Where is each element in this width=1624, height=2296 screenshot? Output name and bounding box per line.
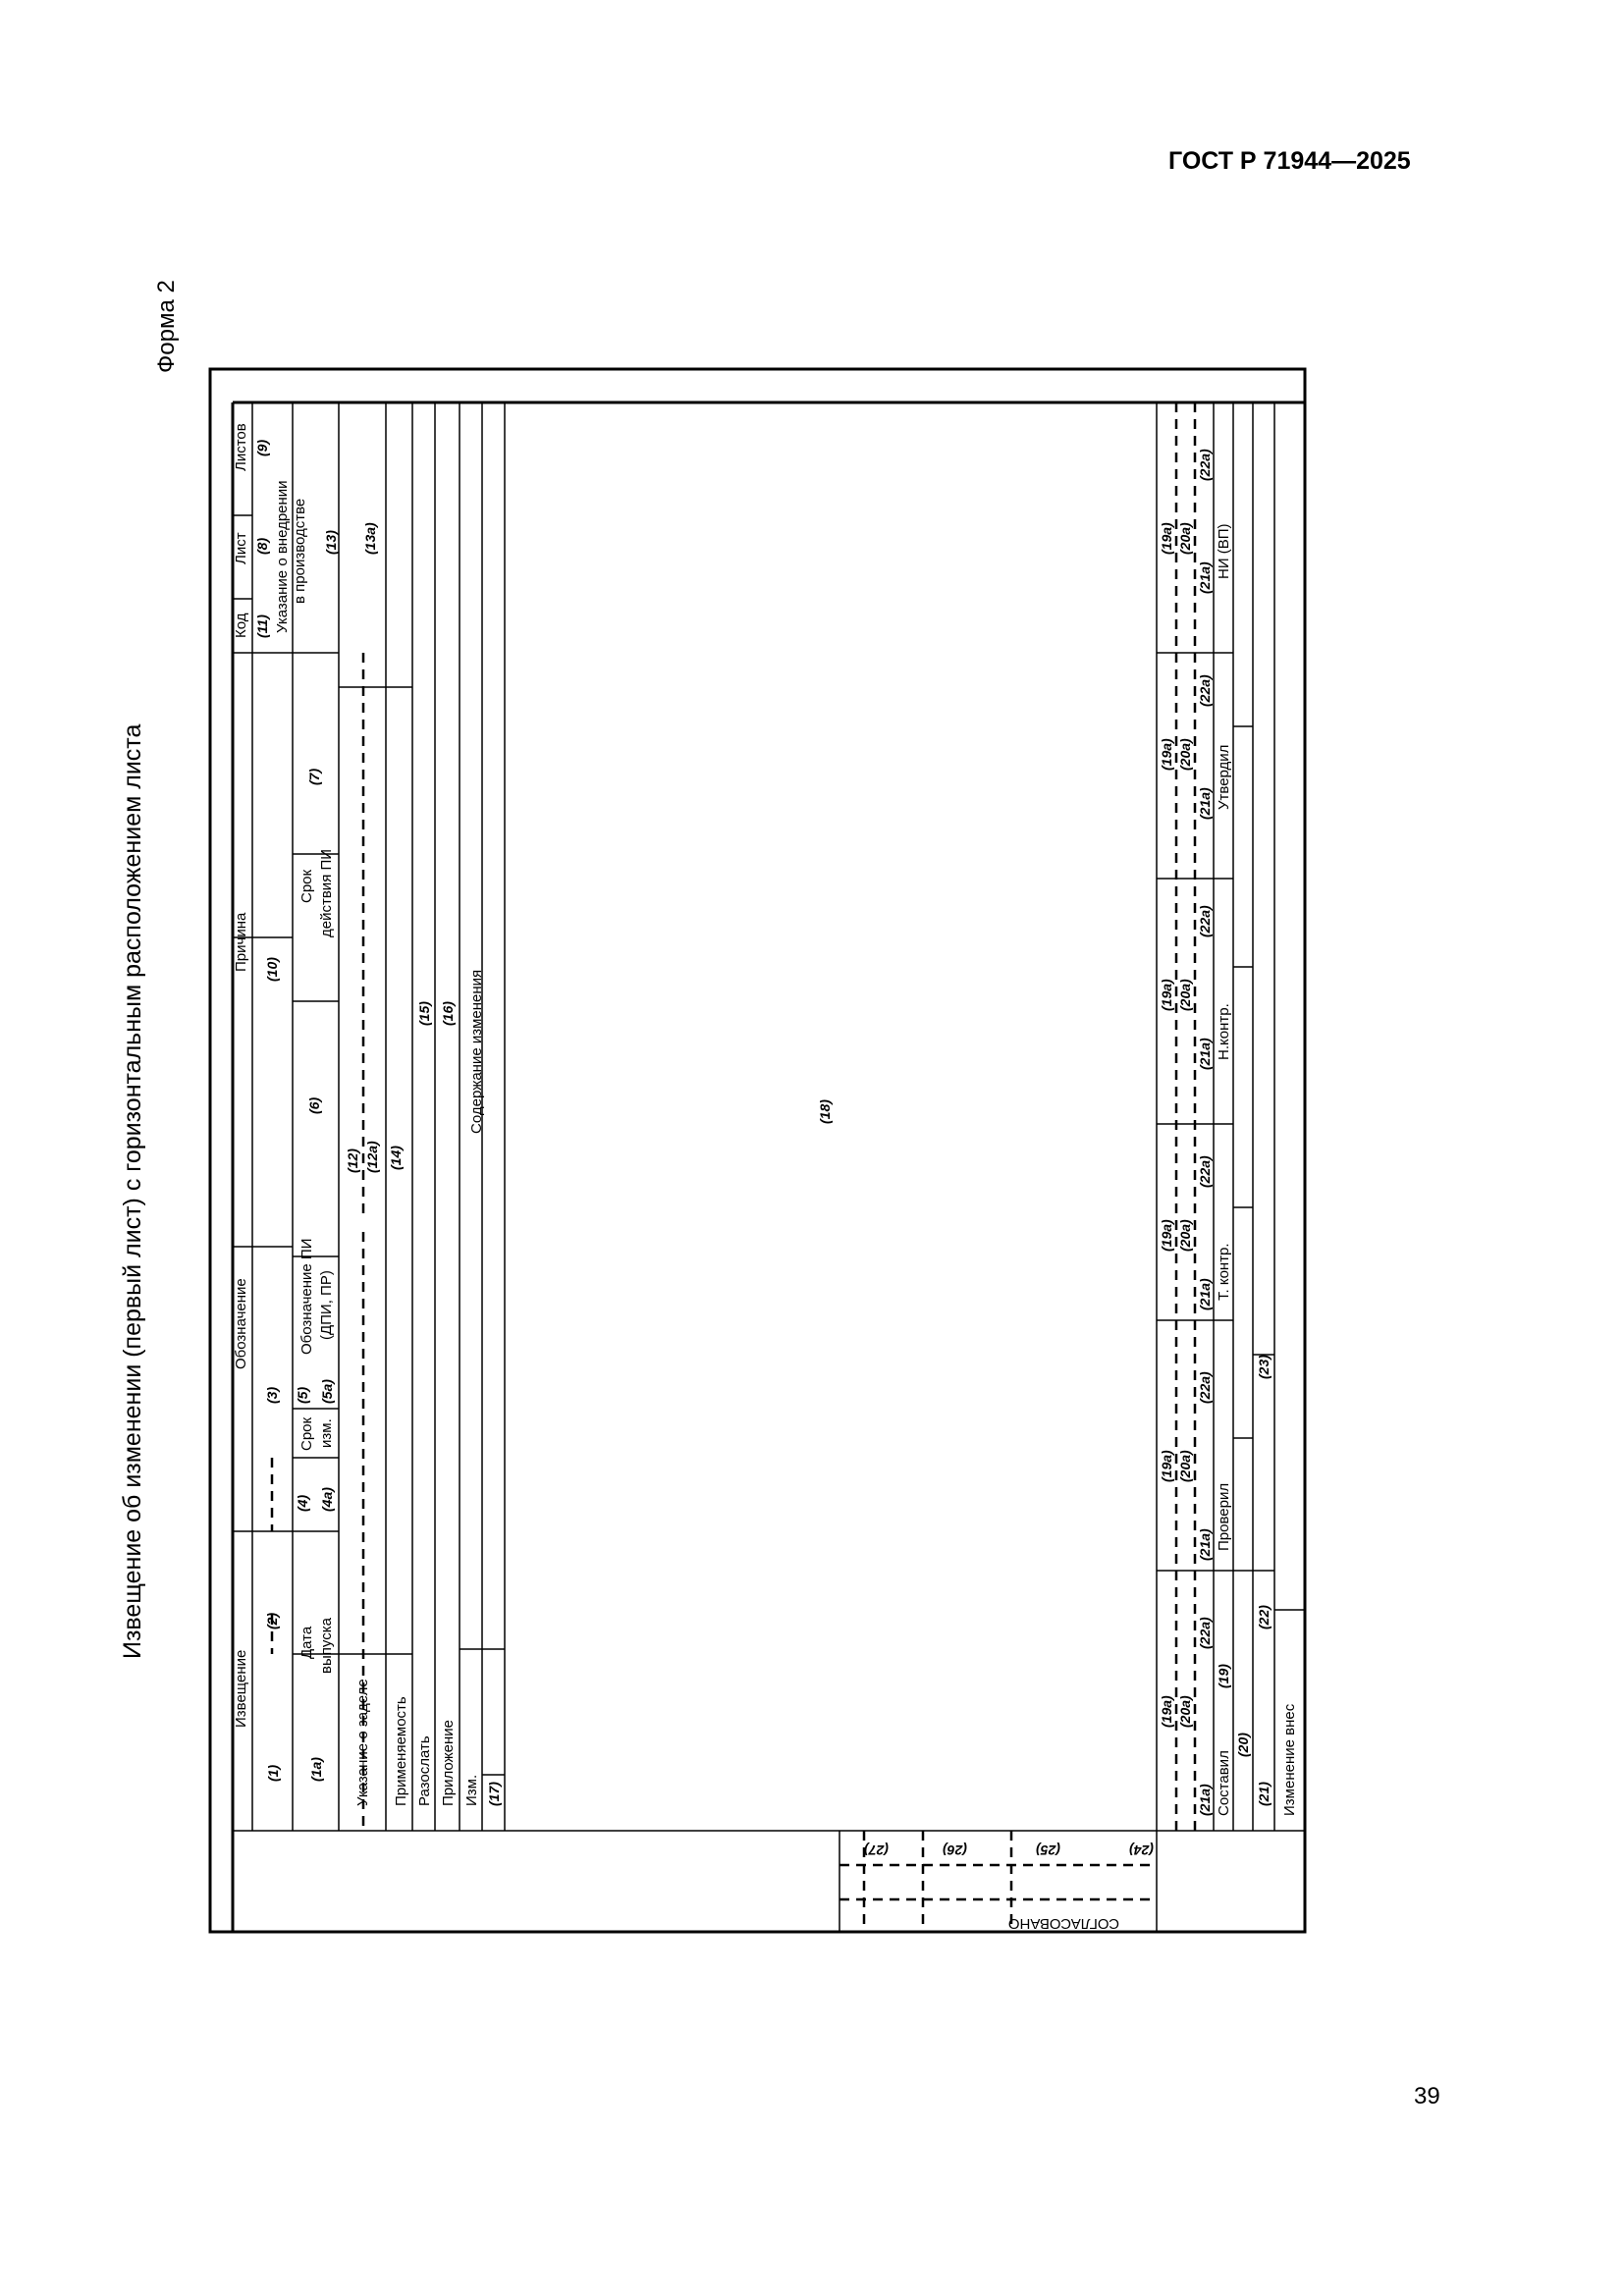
reason-label: Причина xyxy=(233,912,249,972)
field-22: (22) xyxy=(1256,1605,1272,1629)
field-20a: (20а) xyxy=(1177,1219,1193,1252)
field-19a: (19а) xyxy=(1159,1695,1174,1728)
field-21a: (21а) xyxy=(1197,1784,1213,1816)
implementation-label-1: Указание о внедрении xyxy=(274,480,291,633)
field-6: (6) xyxy=(306,1096,322,1114)
field-25: (25) xyxy=(1036,1842,1060,1858)
page-number: 39 xyxy=(1414,2083,1440,2109)
field-22a: (22а) xyxy=(1197,449,1213,481)
field-14: (14) xyxy=(388,1146,404,1170)
field-22a: (22а) xyxy=(1197,674,1213,707)
field-10: (10) xyxy=(264,957,280,982)
field-27: (27) xyxy=(864,1842,889,1858)
implementation-label-2: в производстве xyxy=(292,498,308,604)
change-term-label-1: Срок xyxy=(298,1416,315,1451)
field-13: (13) xyxy=(323,530,339,555)
agreed-label: СОГЛАСОВАНО xyxy=(1007,1915,1119,1932)
field-19a: (19а) xyxy=(1159,1450,1174,1482)
approved-by-label: Утвердил xyxy=(1216,744,1232,810)
field-20: (20) xyxy=(1235,1733,1251,1757)
field-19a: (19а) xyxy=(1159,979,1174,1011)
form-number: Форма 2 xyxy=(153,280,180,373)
backlog-label: Указание о заделе xyxy=(354,1679,371,1806)
field-15: (15) xyxy=(416,1001,432,1026)
field-21: (21) xyxy=(1256,1782,1272,1806)
field-24: (24) xyxy=(1129,1842,1154,1858)
field-21a: (21а) xyxy=(1197,1038,1213,1070)
field-2: (2) xyxy=(264,1612,280,1629)
signature-codes xyxy=(1159,449,1213,1816)
field-22a: (22а) xyxy=(1197,905,1213,937)
field-23: (23) xyxy=(1256,1355,1272,1379)
applicability-label: Применяемость xyxy=(393,1696,409,1806)
notice-label: Извещение xyxy=(233,1649,249,1728)
field-17: (17) xyxy=(486,1782,502,1806)
field-19a: (19а) xyxy=(1159,738,1174,771)
field-19a: (19а) xyxy=(1159,522,1174,555)
checked-by-label: Проверил xyxy=(1216,1482,1232,1551)
ni-vp-label: НИ (ВП) xyxy=(1216,523,1232,579)
compiled-by-label: Составил xyxy=(1216,1750,1232,1816)
field-5: (5) xyxy=(295,1386,310,1404)
pi-designation-label-2: (ДПИ, ПР) xyxy=(318,1270,335,1340)
field-16: (16) xyxy=(440,1001,456,1026)
signature-grid xyxy=(1157,402,1305,1831)
change-no-label: Изм. xyxy=(463,1774,480,1806)
change-term-label-2: изм. xyxy=(318,1418,335,1448)
field-4a: (4а) xyxy=(319,1487,335,1512)
norm-control-label: Н.контр. xyxy=(1216,1003,1232,1060)
signature-dashed xyxy=(1176,402,1195,1831)
pi-validity-label-2: действия ПИ xyxy=(318,848,335,937)
tech-control-label: Т. контр. xyxy=(1216,1243,1232,1301)
field-22a: (22а) xyxy=(1197,1617,1213,1649)
field-21a: (21а) xyxy=(1197,1278,1213,1310)
pi-designation-label-1: Обозначение ПИ xyxy=(298,1238,315,1355)
release-date-label-1: Дата xyxy=(298,1626,315,1659)
field-4: (4) xyxy=(295,1494,310,1512)
field-26: (26) xyxy=(943,1842,967,1858)
sheets-label: Листов xyxy=(233,423,249,471)
standard-designation: ГОСТ Р 71944—2025 xyxy=(1168,147,1411,175)
field-22a: (22а) xyxy=(1197,1371,1213,1404)
pi-validity-label-1: Срок xyxy=(298,869,315,903)
header-grid xyxy=(233,402,1305,1831)
designation-label: Обозначение xyxy=(233,1278,249,1369)
appendix-label: Приложение xyxy=(440,1720,457,1806)
field-20a: (20а) xyxy=(1177,1695,1193,1728)
field-20a: (20а) xyxy=(1177,738,1193,771)
field-7: (7) xyxy=(306,768,322,785)
field-20a: (20а) xyxy=(1177,1450,1193,1482)
field-19: (19) xyxy=(1216,1664,1231,1688)
field-8: (8) xyxy=(254,537,270,555)
sheet-label: Лист xyxy=(233,532,249,564)
field-1a: (1а) xyxy=(308,1757,324,1782)
code-label: Код xyxy=(233,613,249,638)
field-12: (12) xyxy=(345,1148,360,1173)
field-21a: (21а) xyxy=(1197,561,1213,594)
field-1: (1) xyxy=(265,1764,281,1782)
change-content-label: Содержание изменения xyxy=(468,969,485,1134)
field-20a: (20а) xyxy=(1177,979,1193,1011)
distribute-label: Разослать xyxy=(416,1735,433,1806)
field-5a: (5а) xyxy=(319,1379,335,1404)
field-22a: (22а) xyxy=(1197,1155,1213,1188)
field-9: (9) xyxy=(254,439,270,456)
release-date-label-2: выпуска xyxy=(318,1618,335,1674)
field-21a: (21а) xyxy=(1197,1528,1213,1561)
change-made-by-label: Изменение внес xyxy=(1281,1703,1298,1816)
field-13a: (13а) xyxy=(362,522,378,555)
page-title: Извещение об изменении (первый лист) с горизонтальным расположением листа xyxy=(119,723,146,1659)
field-20a: (20а) xyxy=(1177,522,1193,555)
field-12a: (12а) xyxy=(364,1141,380,1173)
field-21a: (21а) xyxy=(1197,787,1213,820)
field-19a: (19а) xyxy=(1159,1219,1174,1252)
field-3: (3) xyxy=(264,1386,280,1404)
field-18: (18) xyxy=(817,1099,833,1124)
field-11: (11) xyxy=(254,614,270,638)
